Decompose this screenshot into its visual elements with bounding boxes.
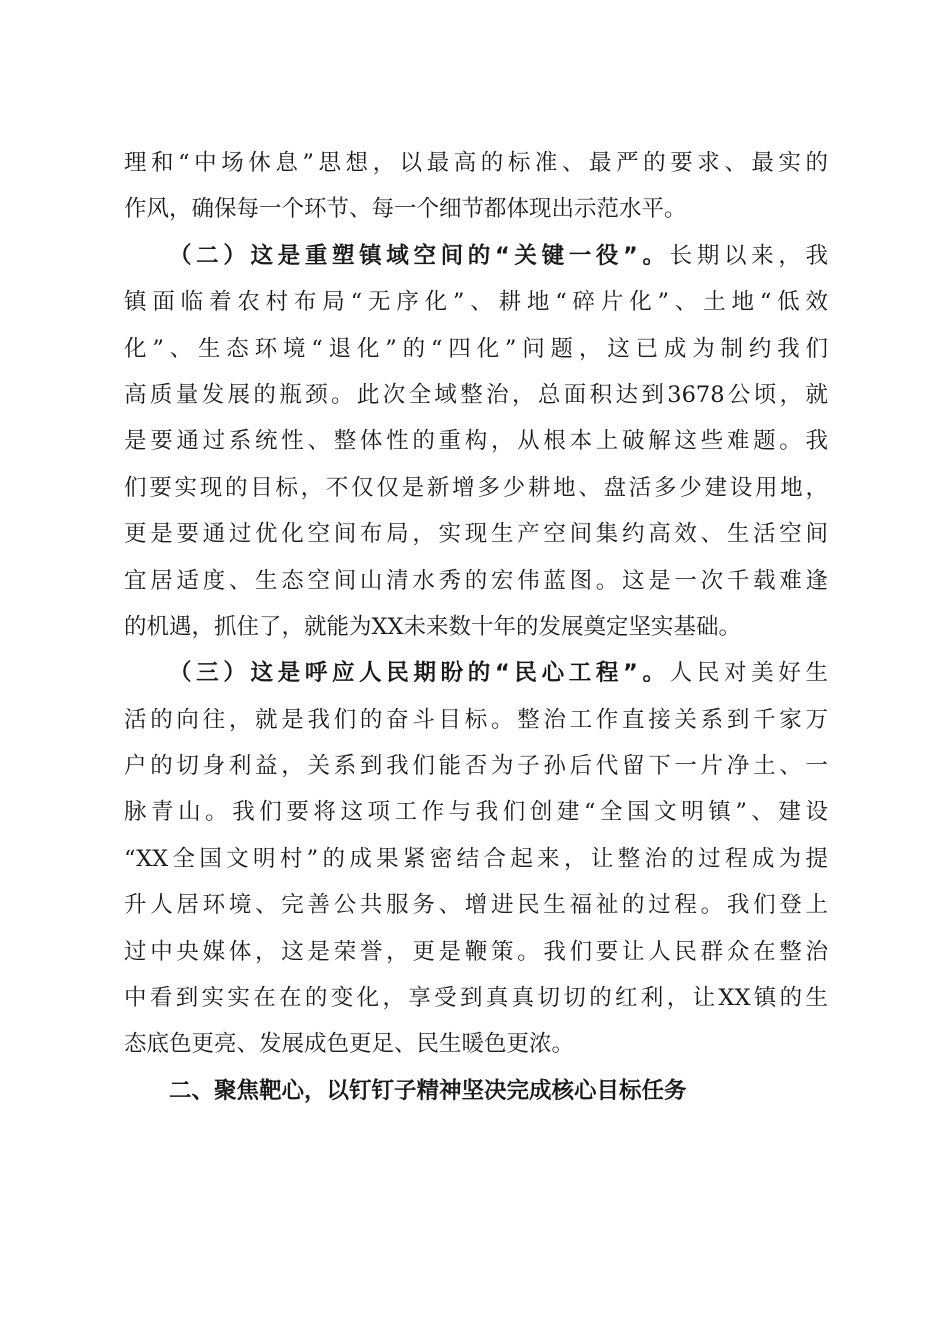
section-three-first-line [124, 650, 828, 696]
section-two-lead: （二）这是重塑镇域空间的“关键一役”。 [169, 242, 670, 269]
text-line: 态底色更亮、发展成色更足、民生暖色更浓。 [124, 1031, 575, 1058]
section-two-first-line [124, 233, 828, 279]
section-two-first-line-rest: 长期以来，我 [669, 242, 828, 269]
text-line: 理和“中场休息”思想，以最高的标准、最严的要求、最实的 [124, 150, 828, 176]
text-line: 户的切身利益，关系到我们能否为子孙后代留下一片净土、一 [124, 753, 828, 780]
text-line: 的机遇，抓住了，就能为XX未来数十年的发展奠定坚实基础。 [124, 613, 742, 640]
text-line: 中看到实实在在的变化，享受到真真切切的红利，让XX镇的生 [124, 985, 828, 1012]
text-line: 活的向往，就是我们的奋斗目标。整治工作直接关系到千家万 [124, 706, 828, 733]
text-line: “XX全国文明村”的成果紧密结合起来，让整治的过程成为提 [124, 845, 828, 872]
text-line: 是要通过系统性、整体性的重构，从根本上破解这些难题。我 [124, 428, 828, 455]
document-body [124, 140, 828, 1114]
text-line: 作风，确保每一个环节、每一个细节都体现出示范水平。 [124, 196, 687, 223]
section-heading: 二、聚焦靶心，以钉钉子精神坚决完成核心目标任务 [169, 1077, 687, 1104]
text-line: 化”、生态环境“退化”的“四化”问题，这已成为制约我们 [124, 335, 828, 362]
text-line: 脉青山。我们要将这项工作与我们创建“全国文明镇”、建设 [124, 799, 828, 826]
text-line: 高质量发展的瓶颈。此次全域整治，总面积达到3678公顷，就 [124, 381, 828, 408]
text-line: 镇面临着农村布局“无序化”、耕地“碎片化”、土地“低效 [124, 289, 828, 316]
section-three-first-line-rest: 人民对美好生 [669, 660, 828, 687]
text-line: 们要实现的目标，不仅仅是新增多少耕地、盘活多少建设用地， [124, 474, 828, 501]
text-line: 宜居适度、生态空间山清水秀的宏伟蓝图。这是一次千载难逢 [124, 567, 828, 594]
text-line: 过中央媒体，这是荣誉，更是鞭策。我们要让人民群众在整治 [124, 938, 828, 965]
text-line: 升人居环境、完善公共服务、增进民生福祉的过程。我们登上 [124, 892, 828, 919]
text-line: 更是要通过优化空间布局，实现生产空间集约高效、生活空间 [124, 521, 828, 548]
section-three-lead: （三）这是呼应人民期盼的“民心工程”。 [169, 660, 670, 687]
